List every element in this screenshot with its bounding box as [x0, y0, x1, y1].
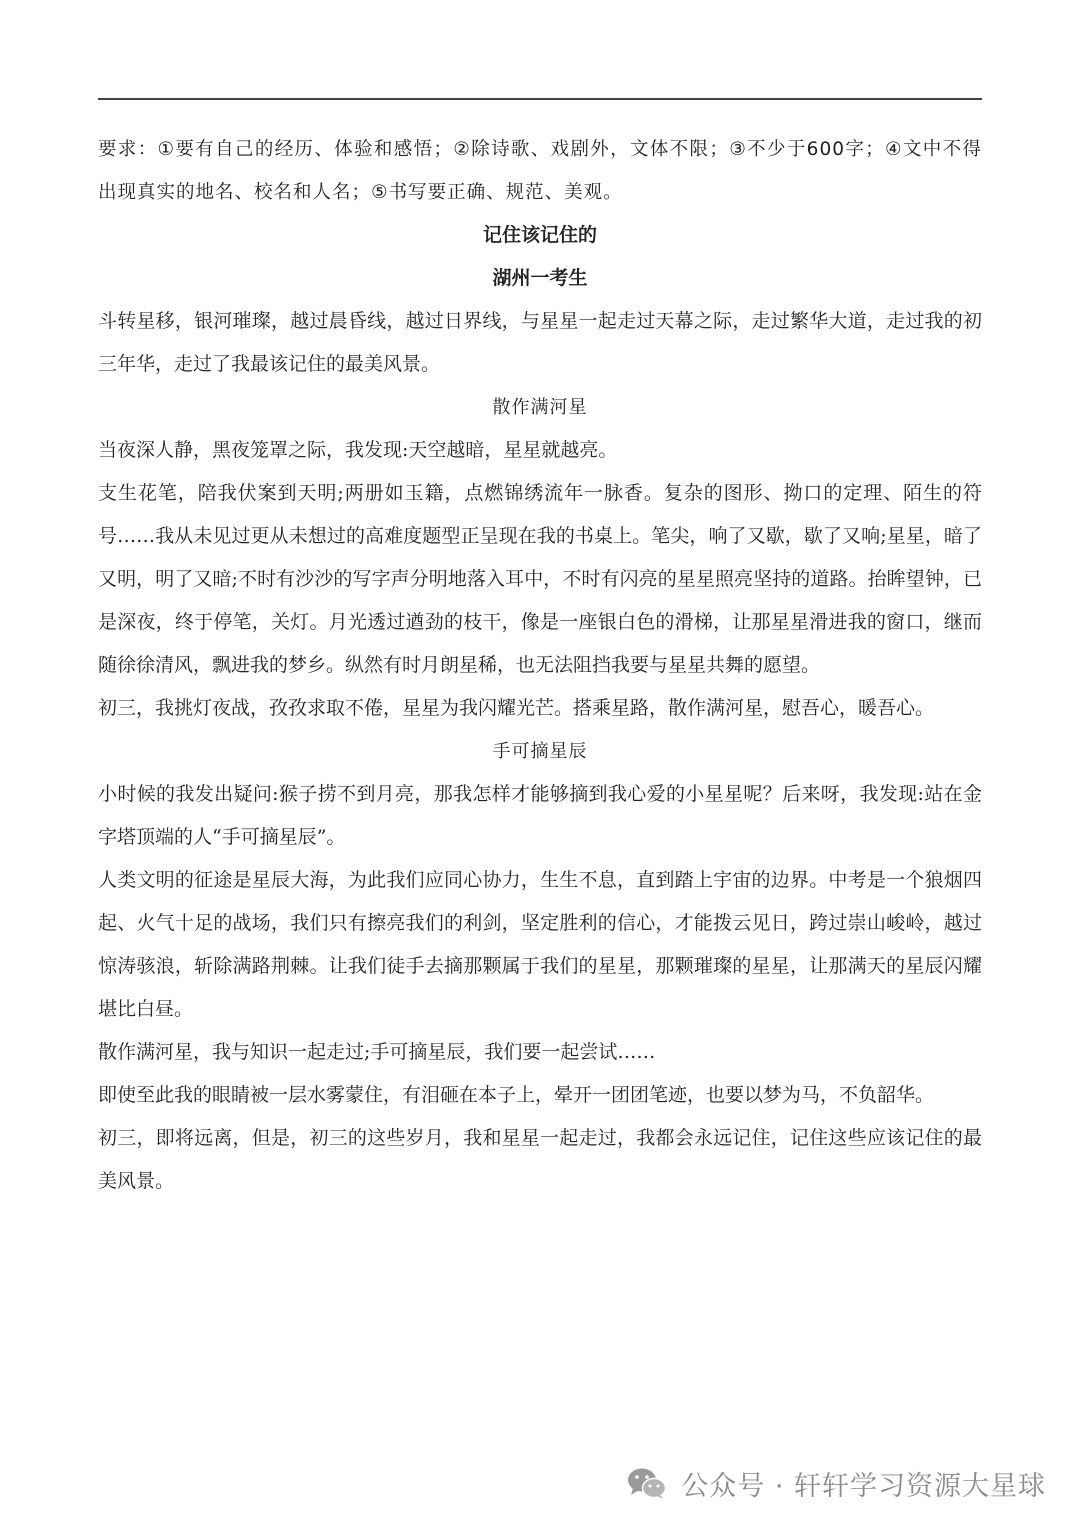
paragraph: 人类文明的征途是星辰大海，为此我们应同心协力，生生不息，直到踏上宇宙的边界。中考是一个狼烟四起、火气十足的战场，我们只有擦亮我们的利剑，坚定胜利的信心，才能拨云见日，跨过崇山峻岭，越过惊涛骇浪，斩除满路荆棘。让我们徒手去摘那颗属于我们的星星，那颗璀璨的星星，让那满天的星辰闪耀堪比白昼。 [98, 869, 982, 1020]
writing-requirement: 要求：①要有自己的经历、体验和感悟；②除诗歌、戏剧外，文体不限；③不少于600字；④文中不得出现真实的地名、校名和人名；⑤书写要正确、规范、美观。 [98, 139, 982, 203]
paragraph: 初三，我挑灯夜战，孜孜求取不倦，星星为我闪耀光芒。搭乘星路，散作满河星，慰吾心，暖吾心。 [98, 697, 935, 719]
watermark [627, 1458, 1046, 1508]
essay-title: 记住该记住的 [482, 224, 597, 246]
closing-paragraph: 散作满河星，我与知识一起走过;手可摘星辰，我们要一起尝试…… [98, 1041, 656, 1063]
closing-paragraph: 即使至此我的眼睛被一层水雾蒙住，有泪砸在本子上，晕开一团团笔迹，也要以梦为马，不负韶华。 [98, 1084, 935, 1106]
section-heading-2: 手可摘星辰 [492, 741, 588, 762]
paragraph: 支生花笔，陪我伏案到天明;两册如玉籍，点燃锦绣流年一脉香。复杂的图形、拗口的定理、陌生的符号……我从未见过更从未想过的高难度题型正呈现在我的书桌上。笔尖，响了又歇，歇了又响;星星，暗了又明，明了又暗;不时有沙沙的写字声分明地落入耳中，不时有闪亮的星星照亮坚持的道路。抬眸望钟，已是深夜，终于停笔，关灯。月光透过遒劲的枝干，像是一座银白色的滑梯，让那星星滑进我的窗口，继而随徐徐清风，飘进我的梦乡。纵然有时月朗星稀，也无法阻挡我要与星星共舞的愿望。 [98, 482, 982, 676]
essay-author: 湖州一考生 [492, 267, 588, 289]
closing-paragraph: 初三，即将远离，但是，初三的这些岁月，我和星星一起走过，我都会永远记住，记住这些应该记住的最美风景。 [98, 1127, 982, 1192]
section-heading-1: 散作满河星 [492, 397, 588, 418]
watermark-text: 公众号 · 轩轩学习资源大星球 [681, 1470, 1046, 1502]
document-body [98, 128, 982, 1203]
header-rule [98, 98, 982, 100]
essay-intro: 斗转星移，银河璀璨，越过晨昏线，越过日界线，与星星一起走过天幕之际，走过繁华大道，走过我的初三年华，走过了我最该记住的最美风景。 [98, 310, 982, 375]
wechat-icon [627, 1466, 667, 1500]
paragraph: 小时候的我发出疑问:猴子捞不到月亮，那我怎样才能够摘到我心爱的小星星呢？后来呀，我发现:站在金字塔顶端的人“手可摘星辰”。 [98, 783, 982, 848]
paragraph: 当夜深人静，黑夜笼罩之际，我发现:天空越暗，星星就越亮。 [98, 439, 618, 461]
